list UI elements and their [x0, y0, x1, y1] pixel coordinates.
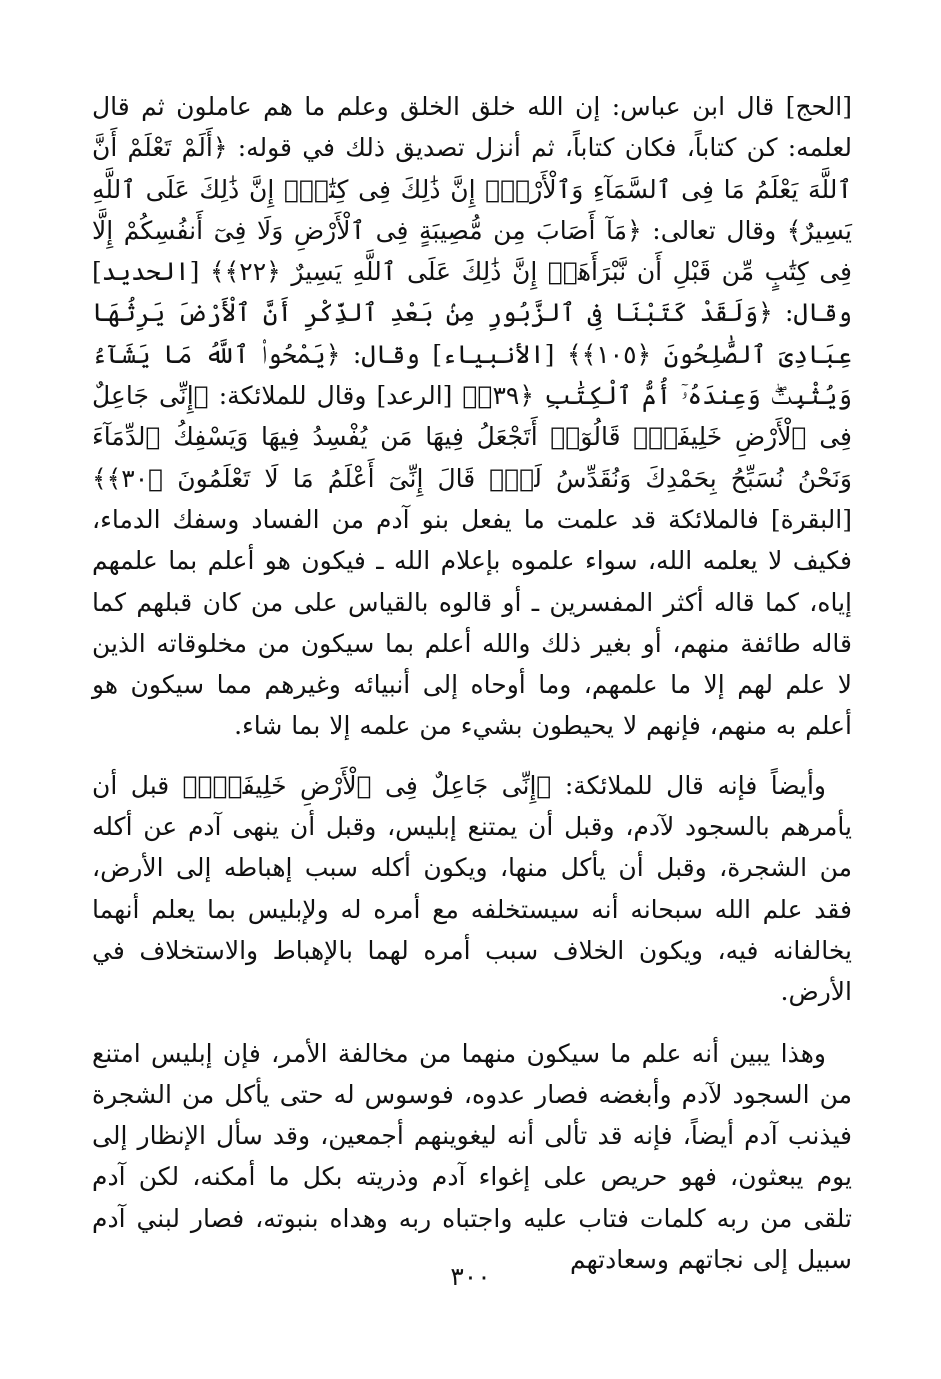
document-page: [92, 86, 852, 1280]
paragraph-1: [الحج] قال ابن عباس: إن الله خلق الخلق وعلم ما هم عاملون ثم قال لعلمه: كن كتاباً، فكان كتاباً، ثم أنزل تصديق ذلك في قوله: ﴿أَلَمْ تَعْلَمْ أَنَّ ٱللَّهَ يَعْلَمُ مَا فِى ٱلسَّمَآءِ وَٱلْأَرْضِۗ إِنَّ ذَٰلِكَ فِى كِتَٰبٍۚ إِنَّ ذَٰلِكَ عَلَى ٱللَّهِ يَسِيرٌ﴾ وقال تعالى: ﴿مَآ أَصَابَ مِن مُّصِيبَةٍ فِى ٱلْأَرْضِ وَلَا فِىٓ أَنفُسِكُمْ إِلَّا فِى كِتَٰبٍ مِّن قَبْلِ أَن نَّبْرَأَهَآۚ إِنَّ ذَٰلِكَ عَلَى ٱللَّهِ يَسِيرٌ ﴿٢٢﴾﴾ [الحديد] وقال: ﴿وَلَقَدْ كَتَبْنَا فِى ٱلزَّبُورِ مِنۢ بَعْدِ ٱلذِّكْرِ أَنَّ ٱلْأَرْضَ يَرِثُهَا عِبَادِىَ ٱلصَّٰلِحُونَ ﴿١٠٥﴾﴾ [الأنبياء] وقال: ﴿يَمْحُوا۟ ٱللَّهُ مَا يَشَآءُ وَيُثْبِتُۖ وَعِندَهُۥٓ أُمُّ ٱلْكِتَٰبِ ﴿٣٩﴾﴾ [الرعد] وقال للملائكة: ﴿إِنِّى جَاعِلٌ فِى ٱلْأَرْضِ خَلِيفَةًۖ قَالُوٓا۟ أَتَجْعَلُ فِيهَا مَن يُفْسِدُ فِيهَا وَيَسْفِكُ ٱلدِّمَآءَ وَنَحْنُ نُسَبِّحُ بِحَمْدِكَ وَنُقَدِّسُ لَكَۖ قَالَ إِنِّىٓ أَعْلَمُ مَا لَا تَعْلَمُونَ ﴿٣٠﴾﴾ [البقرة] فالملائكة قد علمت ما يفعل بنو آدم من الفساد وسفك الدماء، فكيف لا يعلمه الله، سواء علموه بإعلام الله ـ فيكون هو أعلم بما علمهم إياه، كما قاله أكثر المفسرين ـ أو قالوه بالقياس على من كان قبلهم كما قاله طائفة منهم، أو بغير ذلك والله أعلم بما سيكون من مخلوقاته الذين لا علم لهم إلا ما علمهم، وما أوحاه إلى أنبيائه وغيرهم مما سيكون هو أعلم به منهم، فإنهم لا يحيطون بشيء من علمه إلا بما شاء.: [92, 92, 853, 741]
paragraph-2: وأيضاً فإنه قال للملائكة: ﴿إِنِّى جَاعِلٌ فِى ٱلْأَرْضِ خَلِيفَةًۖ﴾ قبل أن يأمرهم بالسجود لآدم، وقبل أن يمتنع إبليس، وقبل أن ينهى آدم عن أكله من الشجرة، وقبل أن يأكل منها، ويكون أكله سبب إهباطه إلى الأرض، فقد علم الله سبحانه أنه سيستخلفه مع أمره له ولإبليس بما يعلم أنهما يخالفانه فيه، ويكون الخلاف سبب أمره لهما بالإهباط والاستخلاف في الأرض.: [92, 770, 852, 1007]
paragraph-3: وهذا يبين أنه علم ما سيكون منهما من مخالفة الأمر، فإن إبليس امتنع من السجود لآدم وأبغضه فصار عدوه، فوسوس له حتى يأكل من الشجرة فيذنب آدم أيضاً، فإنه قد تألى أنه ليغوينهم أجمعين، وقد سأل الإنظار إلى يوم يبعثون، فهو حريص على إغواء آدم وذريته بكل ما أمكنه، لكن آدم تلقى من ربه كلمات فتاب عليه واجتباه ربه وهداه بنبوته، فصار لبني آدم سبيل إلى نجاتهم وسعادتهم: [92, 1038, 852, 1275]
page-number: ٣٠٠: [450, 1262, 491, 1291]
